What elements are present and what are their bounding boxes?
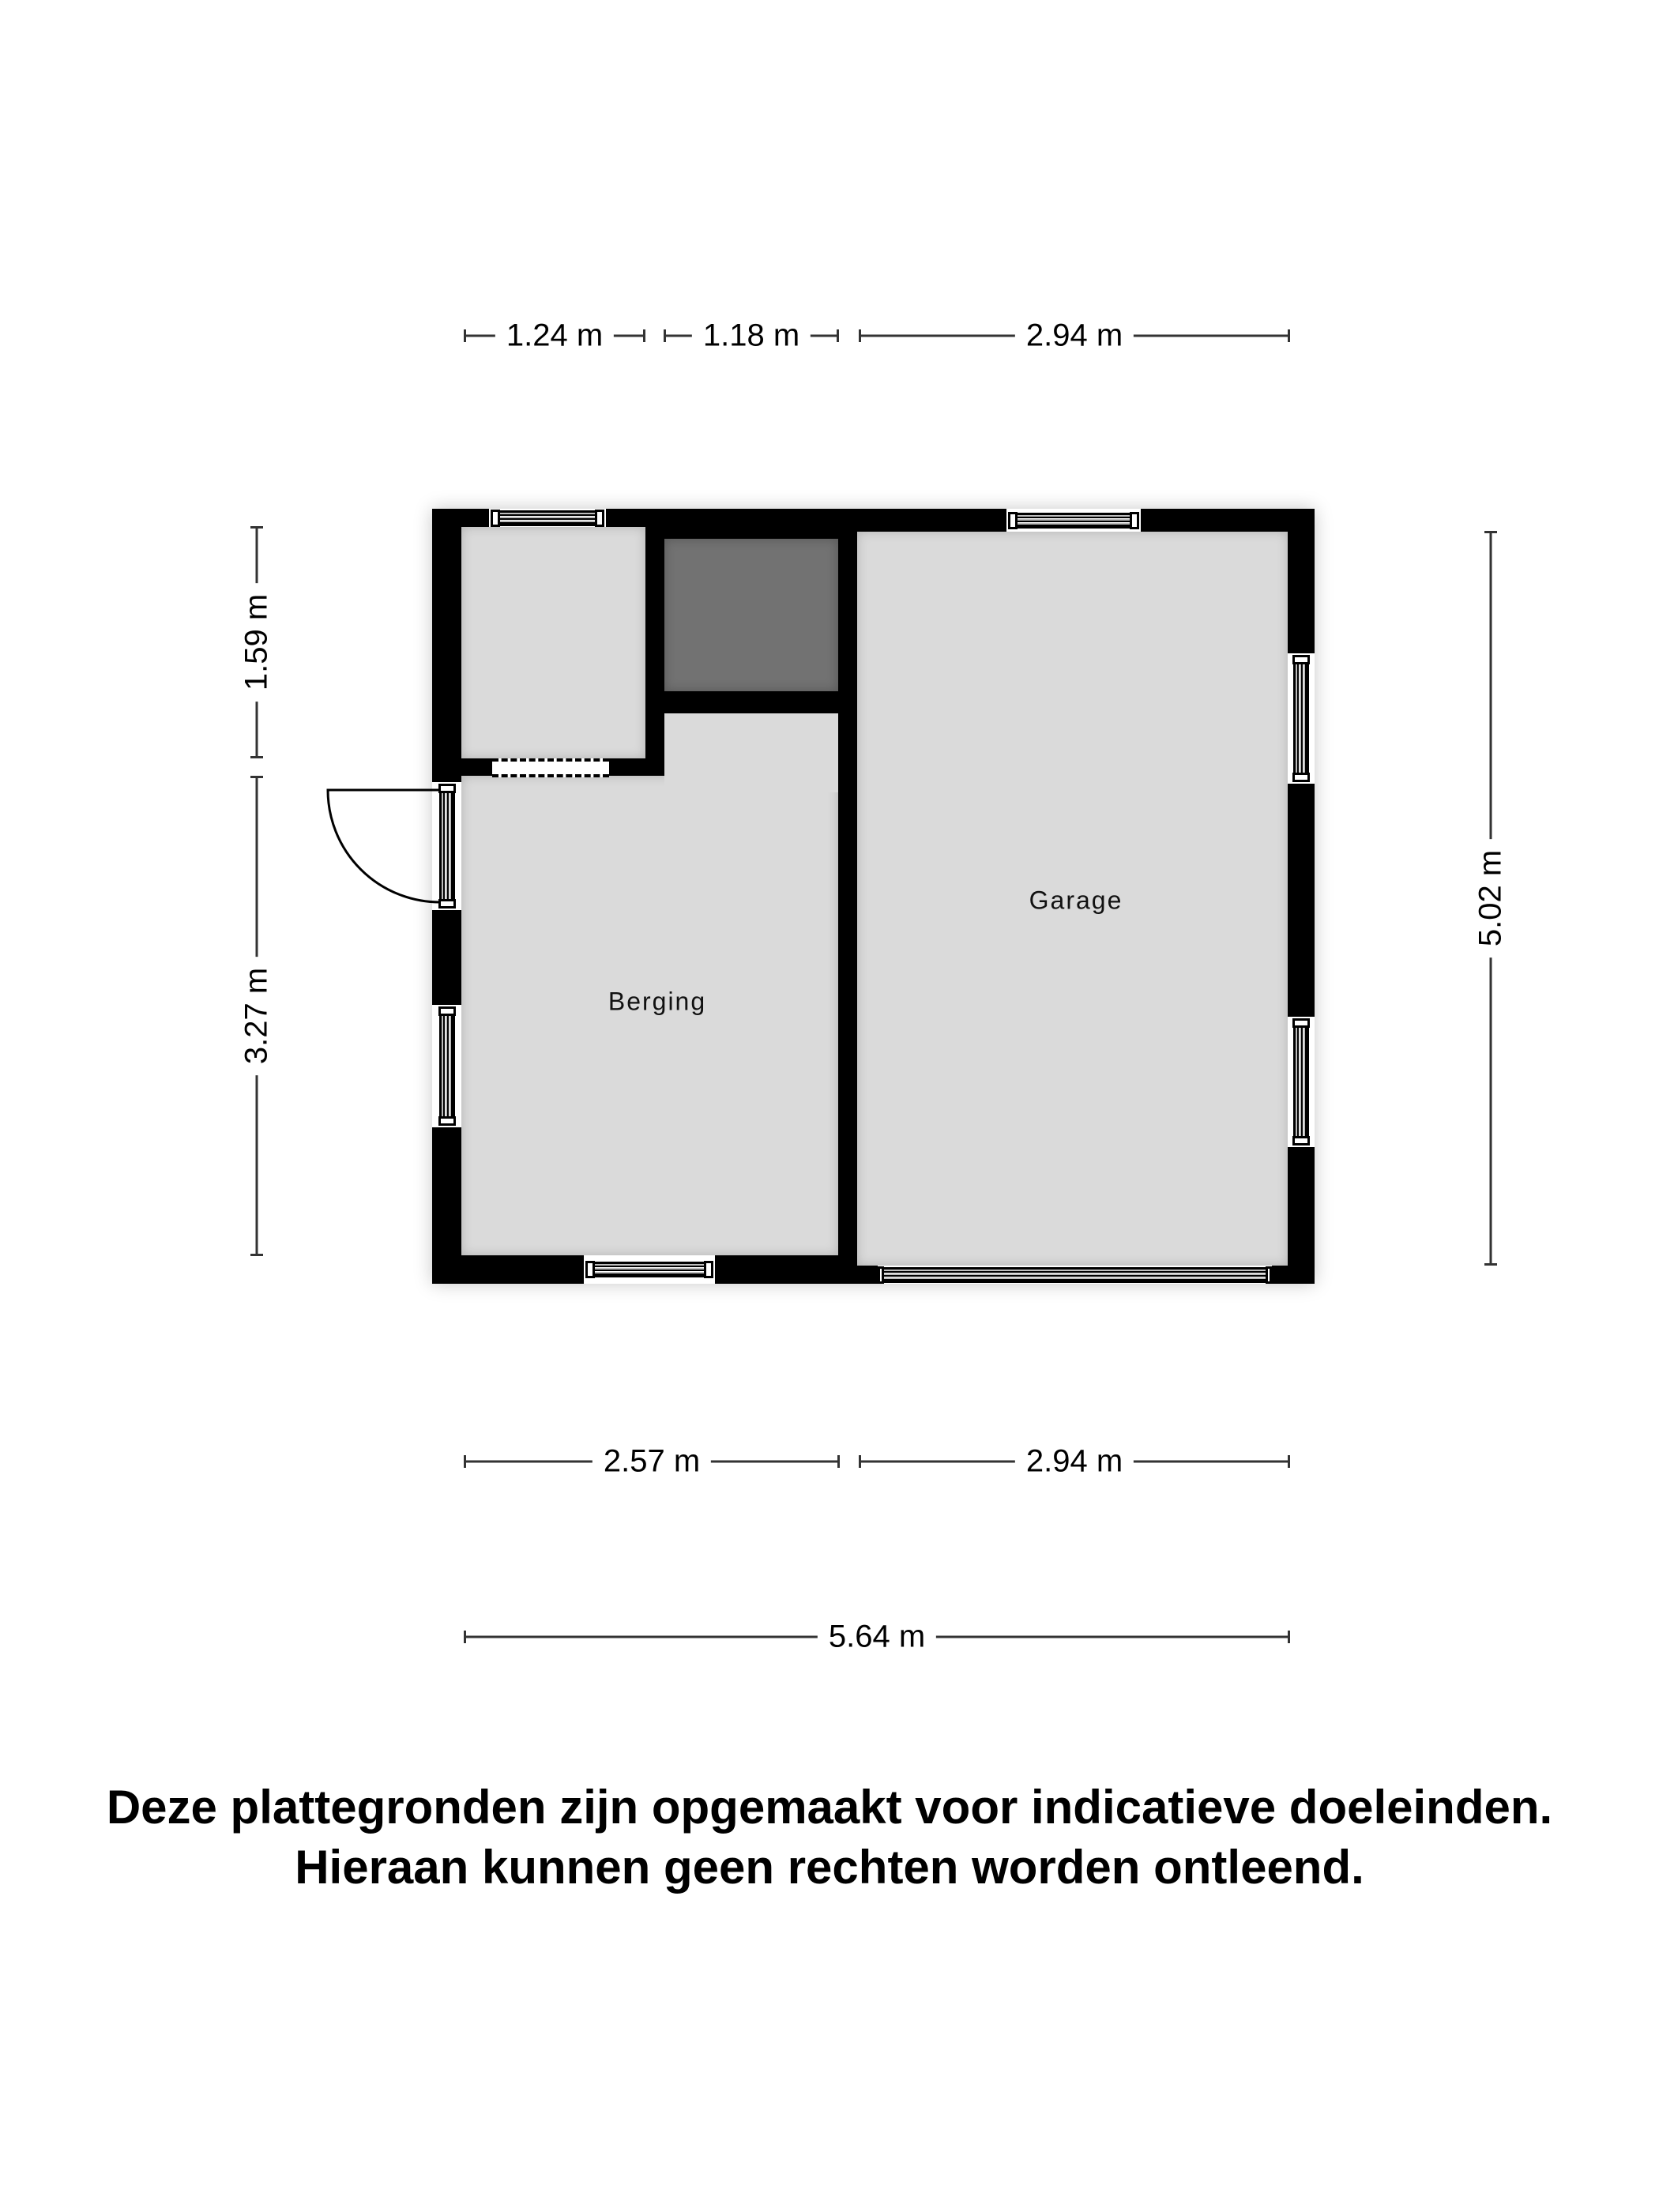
dimension-label: 2.94 m: [1015, 318, 1134, 354]
dimension-top-1: [464, 318, 645, 353]
room-berging-upper: [664, 713, 838, 792]
wall-bottom-garage-right: [1272, 1266, 1315, 1284]
dimension-label: 5.64 m: [818, 1620, 936, 1655]
dimension-bottom-1: [464, 1443, 840, 1479]
window-bottom-berging: [584, 1255, 715, 1284]
garage-door: [878, 1266, 1272, 1284]
wall-small-room-right: [645, 509, 664, 776]
dimension-left-1: [239, 526, 274, 758]
dimension-total-width: [464, 1619, 1290, 1654]
disclaimer-line-2: Hieraan kunnen geen rechten worden ontleend.: [295, 1841, 1364, 1894]
dimension-left-2: [239, 776, 274, 1256]
wall-bottom-garage-left: [838, 1266, 878, 1284]
dimension-top-2: [664, 318, 839, 353]
dimension-label: 1.18 m: [692, 318, 811, 354]
opening-small-room: [492, 758, 609, 777]
dimension-right: [1473, 531, 1508, 1266]
door-swing-icon: [324, 786, 442, 908]
wall-closet-bottom: [664, 691, 857, 713]
room-label-garage: Garage: [1029, 886, 1123, 915]
dimension-top-3: [859, 318, 1290, 353]
window-right-lower: [1288, 1017, 1315, 1147]
disclaimer-line-1: Deze plattegronden zijn opgemaakt voor indicatieve doeleinden.: [106, 1781, 1553, 1834]
room-label-berging: Berging: [608, 987, 707, 1016]
wall-right: [1288, 509, 1315, 1284]
window-top-small-room: [489, 509, 606, 527]
dimension-label: 1.59 m: [239, 583, 275, 702]
room-small: [461, 527, 645, 758]
window-left: [432, 1005, 461, 1127]
dimension-label: 1.24 m: [495, 318, 614, 354]
dimension-bottom-2: [859, 1443, 1290, 1479]
wall-top-closet: [645, 509, 857, 539]
dimension-label: 2.94 m: [1015, 1444, 1134, 1480]
dimension-label: 5.02 m: [1473, 839, 1509, 957]
dimension-label: 2.57 m: [592, 1444, 711, 1480]
dimension-label: 3.27 m: [239, 957, 275, 1075]
disclaimer: [0, 1778, 1659, 1898]
wall-middle: [838, 509, 857, 1284]
room-closet: [664, 539, 838, 691]
window-right-upper: [1288, 653, 1315, 784]
window-top-garage: [1006, 509, 1141, 532]
